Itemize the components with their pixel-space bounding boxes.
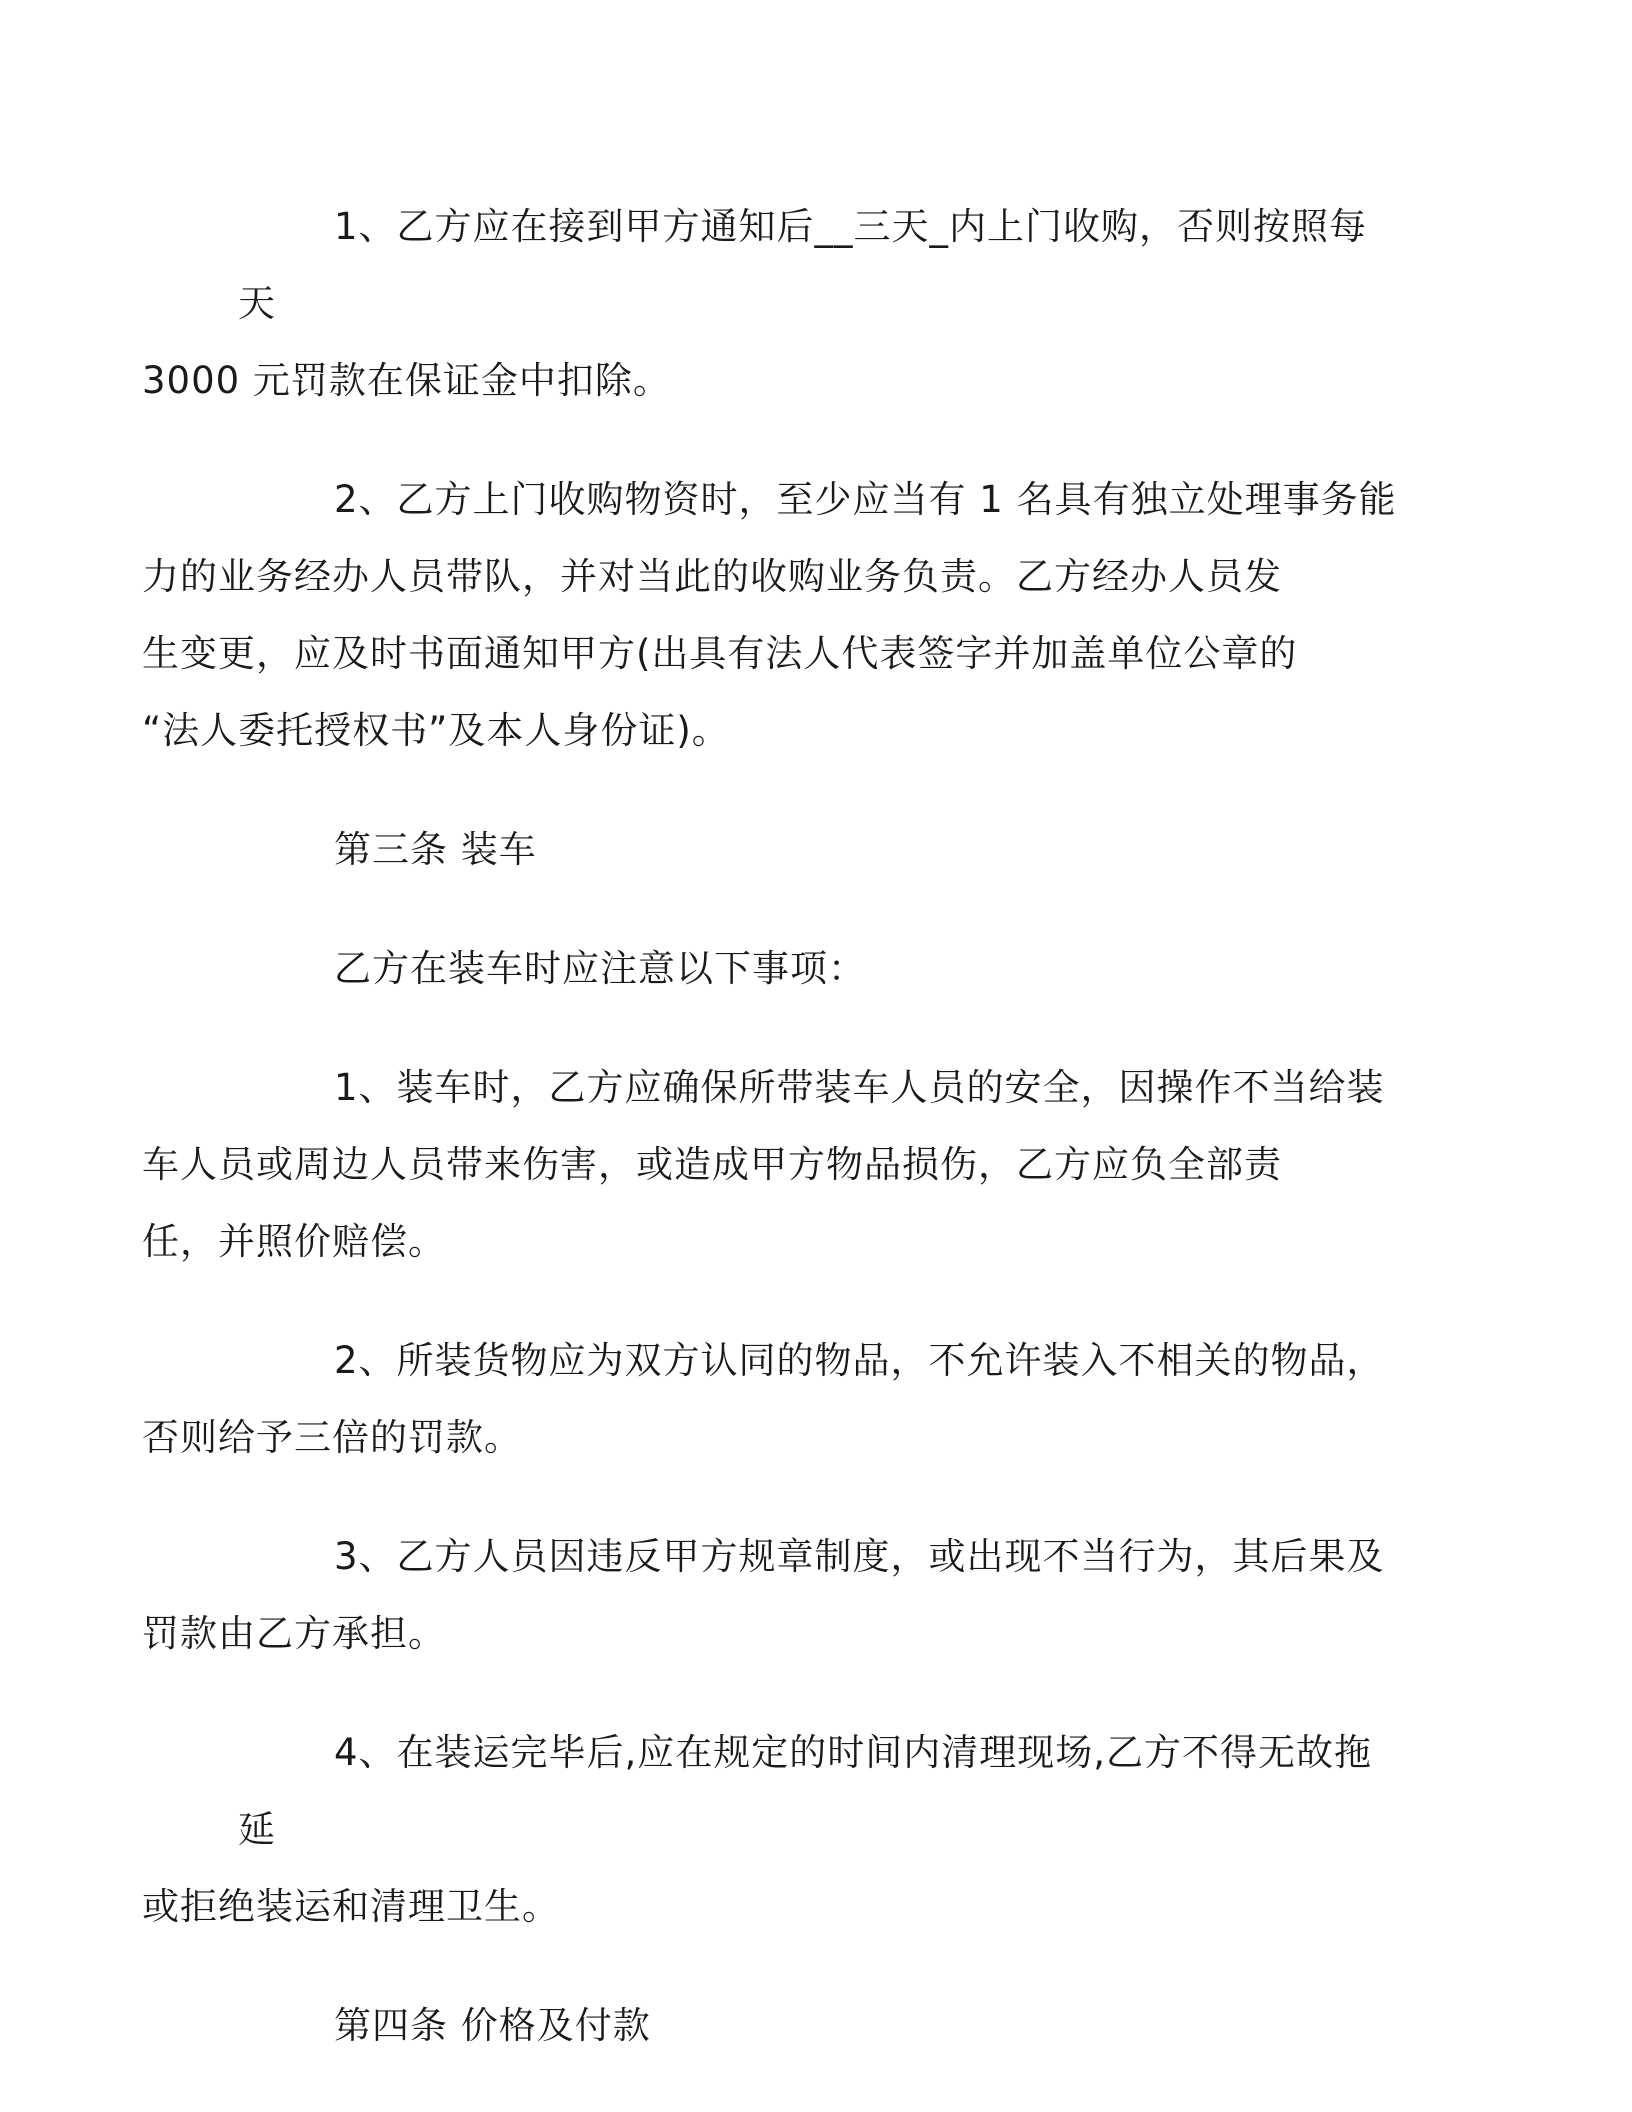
text-line: 任，并照价赔偿。 [142, 1220, 446, 1263]
text-line: 3000 元罚款在保证金中扣除。 [142, 359, 671, 402]
text-line: 1、乙方应在接到甲方通知后__三天_内上门收购，否则按照每天 [238, 205, 1368, 325]
text-line: 3、乙方人员因违反甲方规章制度，或出现不当行为，其后果及 [334, 1535, 1385, 1578]
document-body [142, 188, 1398, 2106]
loading-item-1 [142, 1049, 1398, 1280]
loading-item-3 [142, 1518, 1398, 1672]
text-line: 2、所装货物应为双方认同的物品，不允许装入不相关的物品， [334, 1339, 1385, 1382]
heading-text: 第三条 装车 [334, 828, 537, 871]
clause-paragraph-1 [142, 188, 1398, 419]
loading-item-2 [142, 1322, 1398, 1476]
heading-text: 第四条 价格及付款 [334, 2004, 651, 2047]
text-line: 力的业务经办人员带队，并对当此的收购业务负责。乙方经办人员发 [142, 555, 1282, 598]
intro-paragraph [238, 930, 1398, 1007]
text-line: 生变更，应及时书面通知甲方(出具有法人代表签字并加盖单位公章的 [142, 632, 1298, 675]
text-line: 4、在装运完毕后,应在规定的时间内清理现场,乙方不得无故拖延 [238, 1731, 1373, 1851]
loading-item-4 [142, 1714, 1398, 1945]
text-line: 2、乙方上门收购物资时，至少应当有 1 名具有独立处理事务能 [334, 478, 1397, 521]
section-heading-article-3 [238, 811, 1398, 888]
text-line: “法人委托授权书”及本人身份证)。 [142, 709, 730, 752]
text-line: 1、装车时，乙方应确保所带装车人员的安全，因操作不当给装 [334, 1066, 1385, 1109]
clause-paragraph-2 [142, 461, 1398, 769]
text-line: 或拒绝装运和清理卫生。 [142, 1885, 560, 1928]
text-line: 否则给予三倍的罚款。 [142, 1416, 522, 1459]
text-line: 罚款由乙方承担。 [142, 1612, 446, 1655]
text-line: 车人员或周边人员带来伤害，或造成甲方物品损伤，乙方应负全部责 [142, 1143, 1282, 1186]
text-line: 乙方在装车时应注意以下事项： [334, 947, 866, 990]
section-heading-article-4 [238, 1987, 1398, 2064]
